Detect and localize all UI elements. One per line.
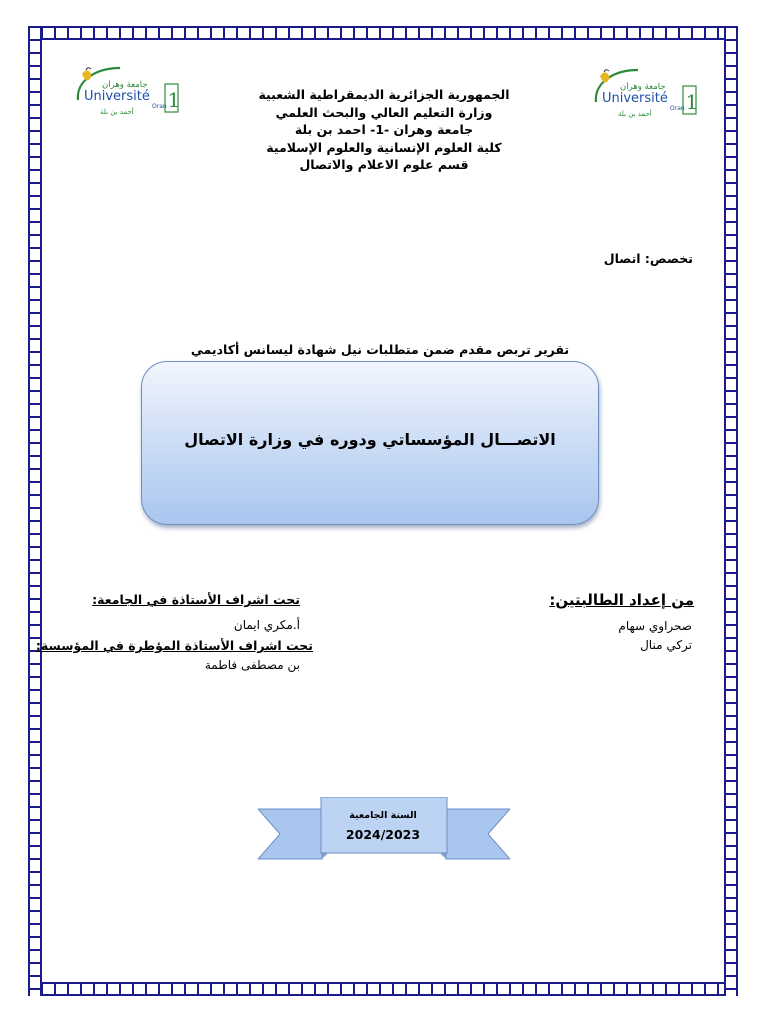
university-logo-right xyxy=(590,66,700,126)
institution-supervisor-heading: تحت اشراف الأستاذة المؤطرة في المؤسسة: xyxy=(35,638,313,653)
logo-number: 1 xyxy=(685,90,699,114)
title-box xyxy=(141,361,599,525)
student-name: تركي منال xyxy=(640,638,692,652)
page-border-left xyxy=(28,26,42,996)
logo-founder: أحمد بن بلة xyxy=(618,110,652,118)
logo-number: 1 xyxy=(167,88,181,112)
institution-header xyxy=(200,86,568,174)
logo-latin-name: Université xyxy=(602,91,668,106)
report-title: الاتصـــال المؤسساتي ودوره في وزارة الاتصال xyxy=(184,429,556,449)
university-logo-left xyxy=(72,64,182,124)
report-description: تقرير تربص مقدم ضمن متطلبات نيل شهادة ليسانس أكاديمي xyxy=(190,342,570,357)
logo-city: Oran xyxy=(670,105,685,112)
page-border-bottom xyxy=(28,982,738,996)
academic-year-value: 2024/2023 xyxy=(345,827,421,842)
page-border-top xyxy=(28,26,738,40)
institution-supervisor-name: بن مصطفى فاطمة xyxy=(204,658,300,672)
header-department: قسم علوم الاعلام والاتصال xyxy=(299,157,469,172)
university-supervisor-heading: تحت اشراف الأستاذة في الجامعة: xyxy=(92,592,300,607)
logo-arabic-name: جامعة وهران xyxy=(620,82,666,92)
students-heading: من إعداد الطالبتين: xyxy=(549,591,694,609)
logo-founder: أحمد بن بلة xyxy=(100,108,134,116)
specialty-label: تخصص: اتصال xyxy=(603,251,693,266)
academic-year-label: السنة الجامعية xyxy=(349,810,417,821)
university-supervisor-name: أ.مكري ايمان xyxy=(233,618,300,632)
header-university: جامعة وهران -1- احمد بن بلة xyxy=(294,122,474,137)
page-border-right xyxy=(724,26,738,996)
logo-arabic-name: جامعة وهران xyxy=(102,80,148,90)
logo-latin-name: Université xyxy=(84,89,150,104)
header-faculty: كلية العلوم الإنسانية والعلوم الإسلامية xyxy=(266,139,502,155)
header-ministry: وزارة التعليم العالي والبحث العلمي xyxy=(275,104,493,120)
header-republic: الجمهورية الجزائرية الديمقراطية الشعبية xyxy=(258,87,510,102)
student-name: صحراوي سهام xyxy=(618,619,692,633)
academic-year-text xyxy=(321,802,445,842)
logo-city: Oran xyxy=(152,103,167,110)
